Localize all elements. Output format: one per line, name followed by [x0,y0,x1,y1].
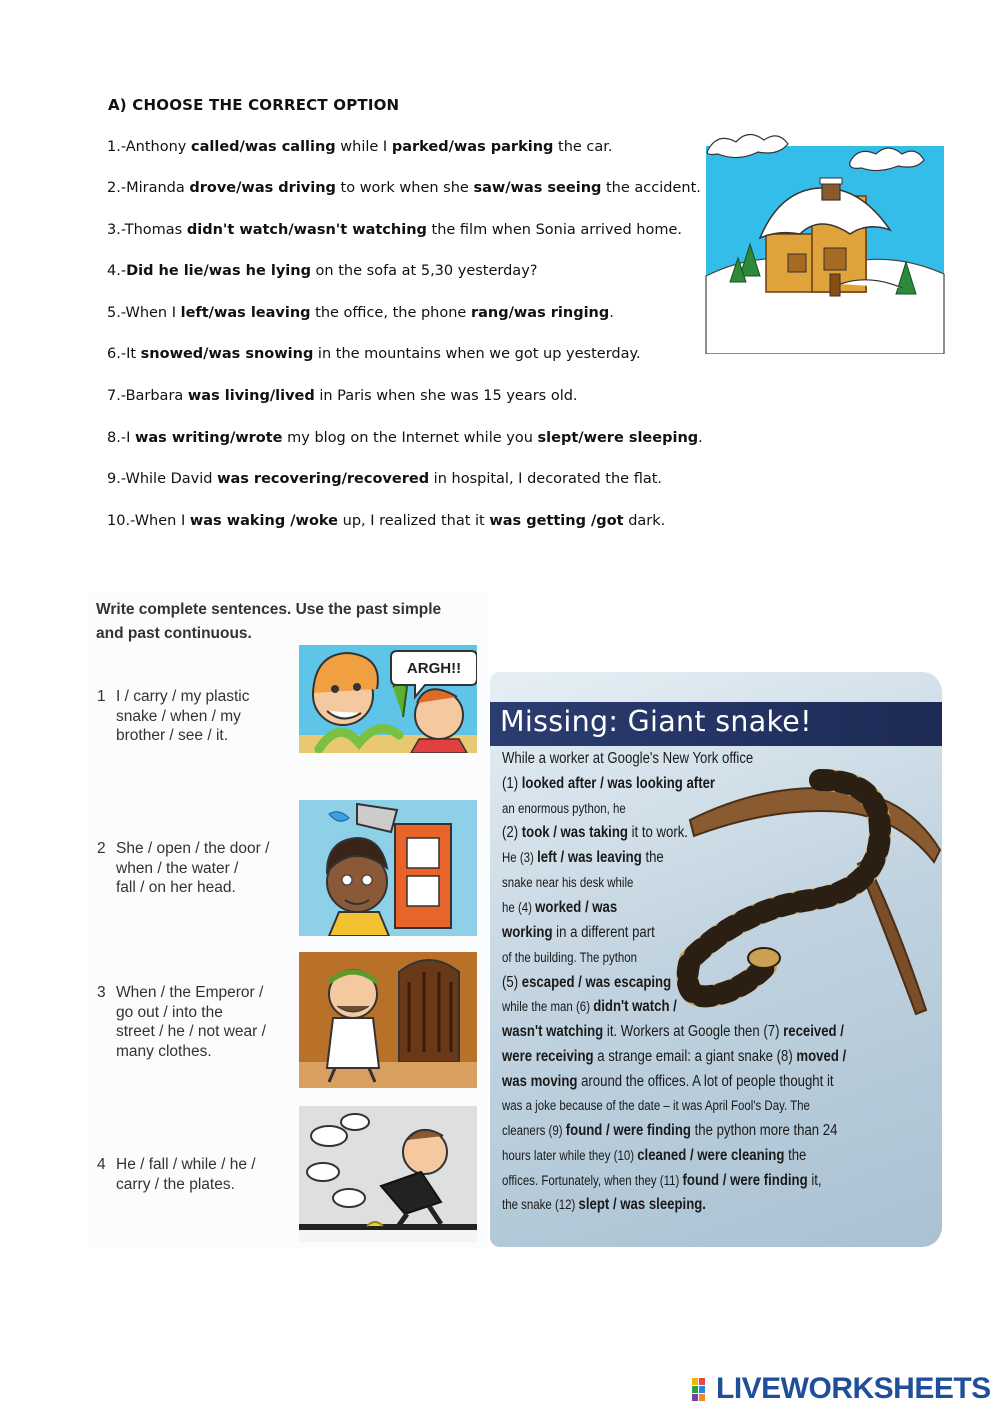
article-line [502,874,633,892]
article-line [502,924,655,942]
article-title: Missing: Giant snake! [500,705,812,738]
article-text: while the man (6) [502,999,594,1014]
verb-options: looked after / was looking after [521,775,716,792]
section-a-title: A) CHOOSE THE CORRECT OPTION [108,96,400,114]
sentence-text: When I [134,513,190,529]
item-line: I / carry / my plastic [116,688,250,705]
article-text: an enormous python, he [502,801,626,816]
verb-options: took / was taking [521,824,628,841]
article-text: (2) [502,824,522,841]
liveworksheets-icon [692,1378,712,1402]
article-text: the [641,849,664,866]
item-line: many clothes. [116,1042,212,1060]
exercise-a-item-6 [107,346,641,362]
article-text: he (4) [502,900,536,915]
item-number: 1.- [107,139,126,155]
article-text: around the offices. A lot of people thought it [577,1073,834,1090]
item-number: 10.- [107,513,135,529]
verb-options: parked/was parking [391,139,554,155]
exercise-a-item-1 [107,139,613,155]
python-snake-photo [670,760,942,1020]
verb-options: found / were finding [565,1122,691,1139]
sentence-text: . [609,305,614,321]
item-number: 8.- [107,430,127,446]
exercise-b-instruction [96,598,476,646]
verb-options: found / were finding [682,1172,808,1189]
article-line [502,800,626,818]
article-line [502,1097,810,1115]
verb-options: was living/lived [187,388,315,404]
sentence-text: Anthony [125,139,191,155]
cartoon-plastic-snake [299,645,477,753]
article-text: in a different part [552,924,655,941]
article-line [502,1048,846,1066]
article-text: it. Workers at Google then (7) [603,1023,784,1040]
verb-options: was waking /woke [189,513,339,529]
item-number: 3 [97,984,106,1001]
exercise-a-item-9 [107,471,662,487]
article-text: it to work. [627,824,688,841]
article-line [502,1023,844,1041]
article-text: a strange email: a giant snake (8) [593,1048,797,1065]
verb-options: called/was calling [191,139,336,155]
sentence-text: the accident. [601,180,701,196]
exercise-a-item-2 [107,180,701,196]
article-title-bar [490,702,942,746]
item-line: when / the water / [116,859,239,877]
article-text: the snake (12) [502,1197,579,1212]
sentence-text: up, I realized that it [338,513,490,529]
item-number: 1 [97,688,106,705]
verb-options: Did he lie/was he lying [126,263,311,279]
item-line: carry / the plates. [116,1175,235,1193]
article-text: cleaners (9) [502,1123,566,1138]
sentence-text: in the mountains when we got up yesterday. [313,346,641,362]
article-text: of the building. The python [502,950,638,965]
sentence-text: in Paris when she was 15 years old. [314,388,578,404]
item-number: 4 [97,1156,106,1173]
instruction-line-1: Write complete sentences. Use the past simple [96,601,442,618]
exercise-a-item-10 [107,513,665,529]
verb-options: saw/was seeing [473,180,602,196]
sentence-text: my blog on the Internet while you [282,430,538,446]
item-number: 4.- [107,263,127,279]
verb-options: worked / was [535,899,618,916]
exercise-a-item-4 [107,263,537,279]
verb-options: snowed/was snowing [140,346,314,362]
article-text: While a worker at Google's New York office [502,750,754,767]
article-line [502,1122,837,1140]
sentence-text: the film when Sonia arrived home. [426,222,682,238]
article-line [502,1073,834,1091]
article-text: offices. Fortunately, when they (11) [502,1173,683,1188]
article-line [502,899,617,917]
sentence-text: I [126,430,135,446]
article-text: was a joke because of the date – it was April Fool's Day. The [502,1098,810,1113]
item-line: When / the Emperor / [116,984,264,1001]
verb-options: was getting /got [489,513,624,529]
item-line: snake / when / my [116,707,241,725]
verb-options: working [502,924,553,941]
verb-options: left / was leaving [537,849,642,866]
article-line [502,775,715,793]
verb-options: escaped / was escaping [521,974,672,991]
sentence-text: the office, the phone [310,305,471,321]
article-text: (5) [502,974,522,991]
article-line [502,849,664,867]
exercise-a-item-8 [107,430,703,446]
verb-options: was moving [502,1073,578,1090]
sentence-text: . [698,430,703,446]
sentence-text: Thomas [124,222,187,238]
sentence-text: Miranda [126,180,190,196]
item-number: 2 [97,840,106,857]
instruction-line-2: and past continuous. [96,625,252,642]
liveworksheets-wordmark: LIVEWORKSHEETS [716,1372,991,1405]
sentence-text: to work when she [335,180,474,196]
item-line: go out / into the [116,1003,223,1021]
verb-options: drove/was driving [189,180,336,196]
item-line: street / he / not wear / [116,1023,266,1040]
sentence-text: While David [125,471,218,487]
cartoon-emperor [299,952,477,1088]
article-text: (1) [502,775,522,792]
item-number: 9.- [107,471,126,487]
verb-options: was recovering/recovered [217,471,430,487]
sentence-text: while I [335,139,392,155]
verb-options: didn't watch / [593,998,677,1015]
exercise-a-item-5 [107,305,614,321]
sentence-text: It [126,346,141,362]
article-text: it, [807,1172,822,1189]
article-line [502,1147,806,1165]
verb-options: cleaned / were cleaning [637,1147,785,1164]
snowy-house-illustration [700,126,950,354]
verb-options: didn't watch/wasn't watching [186,222,427,238]
sentence-text: When I [125,305,181,321]
exercise-a-item-3 [107,222,682,238]
item-number: 7.- [107,388,126,404]
article-text: the [784,1147,807,1164]
sentence-text: dark. [623,513,666,529]
item-number: 5.- [107,305,126,321]
article-line [502,949,637,967]
article-text: snake near his desk while [502,875,634,890]
verb-options: slept / was sleeping. [578,1196,706,1213]
sentence-text: the car. [553,139,613,155]
cartoon-water-bucket [299,800,477,936]
article-line [502,974,671,992]
verb-options: left/was leaving [180,305,311,321]
verb-options: was writing/wrote [134,430,283,446]
article-text: the python more than 24 [690,1122,838,1139]
article-text: hours later while they (10) [502,1148,638,1163]
verb-options: moved / [796,1048,847,1065]
verb-options: rang/was ringing [470,305,610,321]
item-number: 2.- [107,180,127,196]
item-number: 3.- [107,222,125,238]
exercise-a-item-7 [107,388,578,404]
article-line [502,1172,822,1190]
article-line [502,998,677,1016]
sentence-text: Barbara [125,388,188,404]
article-line [502,824,688,842]
verb-options: wasn't watching [502,1023,604,1040]
item-line: brother / see / it. [116,727,228,744]
verb-options: slept/were sleeping [537,430,699,446]
article-line [502,1196,706,1214]
sentence-text: on the sofa at 5,30 yesterday? [310,263,538,279]
cartoon-falling-plates [299,1106,477,1242]
item-line: fall / on her head. [116,879,236,896]
item-line: She / open / the door / [116,840,270,857]
speech-bubble-text: ARGH!! [406,660,462,677]
verb-options: were receiving [502,1048,594,1065]
item-number: 6.- [107,346,127,362]
article-text: He (3) [502,850,538,865]
sentence-text: in hospital, I decorated the flat. [429,471,663,487]
item-line: He / fall / while / he / [116,1156,256,1173]
article-line [502,750,753,768]
verb-options: received / [783,1023,844,1040]
